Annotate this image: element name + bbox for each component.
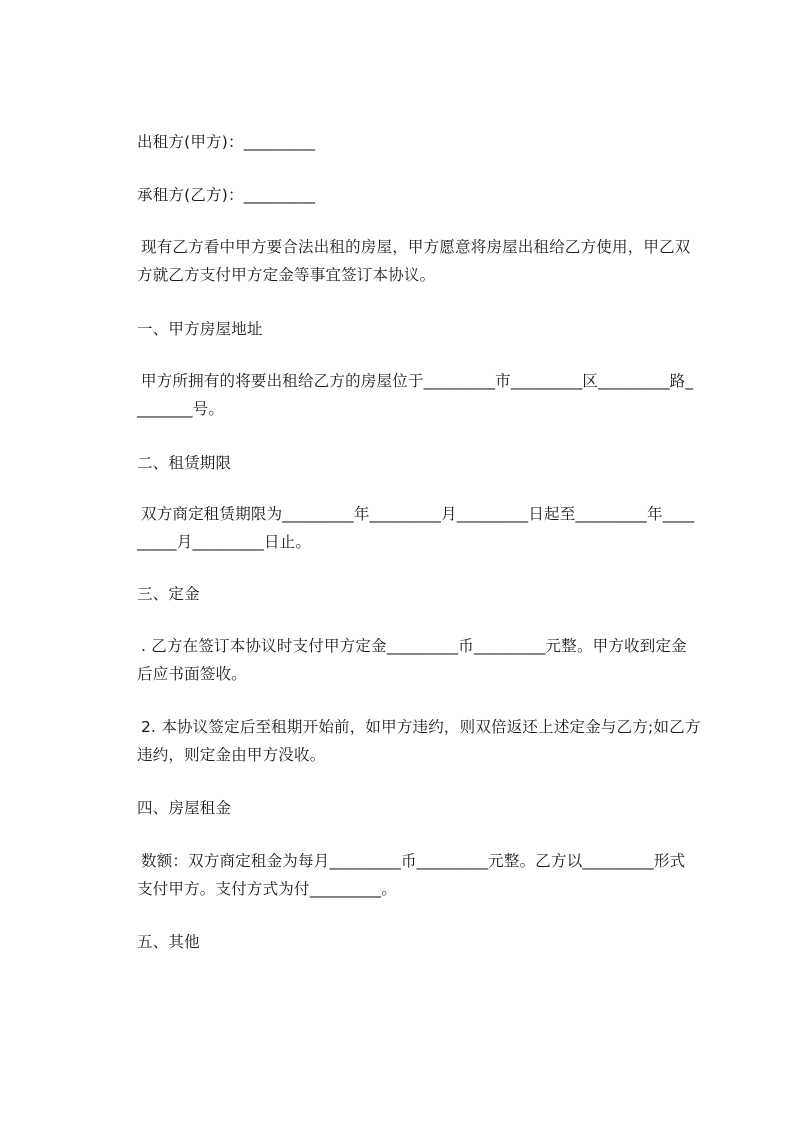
section-3-p2-line-2: 违约，则定金由甲方没收。	[137, 746, 326, 764]
section-1-heading: 一、甲方房屋地址	[137, 320, 263, 338]
section-3-paragraph-2	[137, 713, 707, 769]
section-3-p1-line-1: . 乙方在签订本协议时支付甲方定金_________币_________元整。甲方收到定金	[141, 637, 687, 655]
intro-paragraph	[137, 233, 707, 289]
section-2-line-1: 双方商定租赁期限为_________年_________月_________日起至_________年____	[141, 505, 695, 523]
section-4-line-2: 支付甲方。支付方式为付_________。	[137, 880, 397, 898]
section-1-line-2: _______号。	[137, 400, 225, 418]
lessee-line: 承租方(乙方)：_________	[137, 186, 316, 204]
section-3-heading: 三、定金	[137, 585, 200, 603]
section-2-line-2: _____月_________日止。	[137, 533, 312, 551]
section-1-paragraph	[137, 367, 707, 423]
section-1-line-1: 甲方所拥有的将要出租给乙方的房屋位于_________市_________区_________路_	[141, 372, 694, 390]
section-2-heading: 二、租赁期限	[137, 454, 232, 472]
intro-line-1: 现有乙方看中甲方要合法出租的房屋，甲方愿意将房屋出租给乙方使用，甲乙双	[141, 238, 691, 256]
intro-line-2: 方就乙方支付甲方定金等事宜签订本协议。	[137, 266, 436, 284]
section-4-line-1: 数额：双方商定租金为每月_________币_________元整。乙方以_________形式	[141, 852, 686, 870]
section-3-p2-line-1: 2. 本协议签定后至租期开始前，如甲方违约，则双倍返还上述定金与乙方;如乙方	[141, 718, 701, 736]
section-5-heading: 五、其他	[137, 933, 200, 951]
lessor-line: 出租方(甲方)：_________	[137, 133, 316, 151]
section-4-heading: 四、房屋租金	[137, 799, 232, 817]
section-4-paragraph	[137, 847, 707, 903]
section-2-paragraph	[137, 500, 707, 556]
section-3-p1-line-2: 后应书面签收。	[137, 665, 247, 683]
section-3-paragraph-1	[137, 632, 707, 688]
